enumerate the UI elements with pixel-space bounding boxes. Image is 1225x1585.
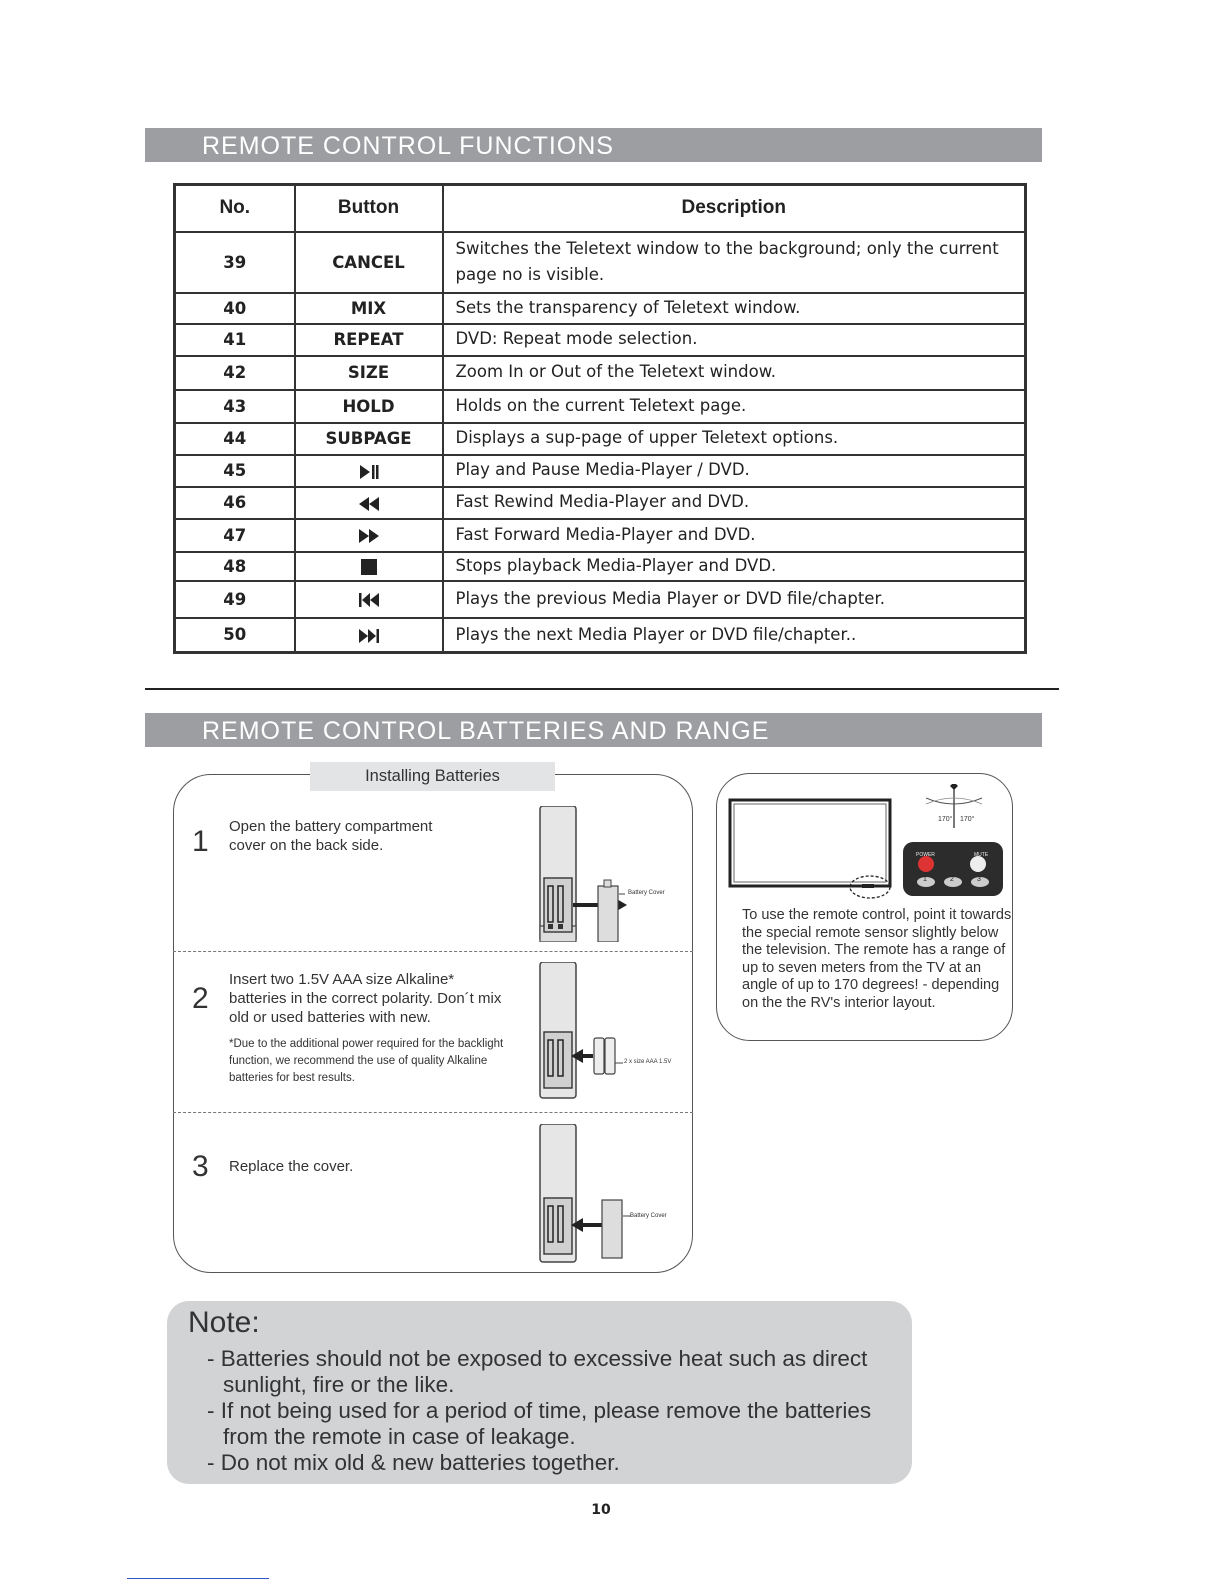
previous-icon bbox=[358, 592, 380, 608]
key-2: 2 bbox=[950, 876, 954, 883]
row-button: SIZE bbox=[295, 356, 443, 390]
angle-left-label: 170° bbox=[938, 816, 953, 823]
row-no: 47 bbox=[175, 519, 295, 552]
row-no: 49 bbox=[175, 581, 295, 618]
row-description: Fast Forward Media-Player and DVD. bbox=[443, 519, 1026, 552]
step-number: 1 bbox=[192, 825, 209, 858]
row-no: 50 bbox=[175, 618, 295, 653]
row-no: 41 bbox=[175, 324, 295, 356]
note-title: Note: bbox=[188, 1306, 260, 1339]
page-number: 10 bbox=[591, 1502, 611, 1518]
table-row bbox=[175, 519, 1026, 552]
mute-label: MUTE bbox=[974, 852, 989, 858]
row-description: Holds on the current Teletext page. bbox=[443, 390, 1026, 423]
step-text: Open the battery compartment cover on the back side. bbox=[229, 818, 433, 854]
row-no: 45 bbox=[175, 455, 295, 487]
table-row bbox=[175, 552, 1026, 581]
table-row bbox=[175, 356, 1026, 390]
step-text: Insert two 1.5V AAA size Alkaline* batteries in the correct polarity. Don´t mix old or used batteries with new. bbox=[229, 971, 502, 1026]
table-row bbox=[175, 618, 1026, 653]
rewind-icon bbox=[358, 496, 380, 512]
step-footnote: *Due to the additional power required for the backlight function, we recommend the use of quality Alkaline batteries for best results. bbox=[229, 1038, 504, 1084]
row-no: 46 bbox=[175, 487, 295, 519]
key-1: 1 bbox=[923, 876, 927, 883]
row-no: 40 bbox=[175, 293, 295, 324]
step-text: Replace the cover. bbox=[229, 1158, 354, 1175]
note-item: - Do not mix old & new batteries together. bbox=[207, 1450, 620, 1475]
remote-open-cover-illustration bbox=[535, 806, 665, 942]
step-divider bbox=[173, 1112, 693, 1113]
row-button: HOLD bbox=[295, 390, 443, 423]
battery-size-label: 2 x size AAA 1.5V bbox=[624, 1059, 672, 1065]
table-row bbox=[175, 423, 1026, 455]
note-item: - Batteries should not be exposed to excessive heat such as direct sunlight, fire or the like. bbox=[207, 1346, 868, 1397]
step-number: 3 bbox=[192, 1150, 209, 1183]
row-button: MIX bbox=[295, 293, 443, 324]
note-list bbox=[207, 1346, 907, 1476]
power-label: POWER bbox=[916, 852, 935, 858]
row-button: SUBPAGE bbox=[295, 423, 443, 455]
footer-line bbox=[127, 1578, 269, 1579]
row-no: 39 bbox=[175, 232, 295, 293]
key-3: 3 bbox=[977, 876, 981, 883]
remote-insert-batteries-illustration bbox=[535, 962, 665, 1100]
next-icon bbox=[358, 628, 380, 644]
row-description: Plays the next Media Player or DVD file/chapter.. bbox=[443, 618, 1026, 653]
fast-forward-icon bbox=[358, 528, 380, 544]
table-row bbox=[175, 390, 1026, 423]
remote-replace-cover-illustration bbox=[535, 1124, 665, 1264]
section-title-batteries: REMOTE CONTROL BATTERIES AND RANGE bbox=[145, 713, 1042, 747]
step-divider bbox=[173, 951, 693, 952]
section-divider bbox=[145, 688, 1059, 690]
row-no: 42 bbox=[175, 356, 295, 390]
row-button: REPEAT bbox=[295, 324, 443, 356]
row-description: Displays a sup-page of upper Teletext options. bbox=[443, 423, 1026, 455]
row-no: 48 bbox=[175, 552, 295, 581]
stop-icon bbox=[361, 559, 377, 575]
row-description: Zoom In or Out of the Teletext window. bbox=[443, 356, 1026, 390]
battery-cover-label: Battery Cover bbox=[630, 1213, 667, 1219]
row-no: 43 bbox=[175, 390, 295, 423]
header-no: No. bbox=[175, 185, 295, 232]
table-row bbox=[175, 455, 1026, 487]
row-button: CANCEL bbox=[295, 232, 443, 293]
row-no: 44 bbox=[175, 423, 295, 455]
table-row bbox=[175, 293, 1026, 324]
section-title-functions: REMOTE CONTROL FUNCTIONS bbox=[145, 128, 1042, 162]
row-description: Plays the previous Media Player or DVD file/chapter. bbox=[443, 581, 1026, 618]
step-number: 2 bbox=[192, 982, 209, 1015]
table-row bbox=[175, 581, 1026, 618]
table-row bbox=[175, 324, 1026, 356]
installing-batteries-title: Installing Batteries bbox=[310, 762, 555, 791]
header-button: Button bbox=[295, 185, 443, 232]
note-item: - If not being used for a period of time, please remove the batteries from the remote in case of leakage. bbox=[207, 1398, 872, 1449]
table-row bbox=[175, 487, 1026, 519]
row-description: Switches the Teletext window to the background; only the current page no is visible. bbox=[443, 232, 1026, 293]
range-description: To use the remote control, point it towards the special remote sensor slightly below the television. The remote has a range of up to seven meters from the TV at an angle of up to 170 degrees! - depending on the the RV's interior layout. bbox=[742, 907, 1012, 1011]
row-description: Fast Rewind Media-Player and DVD. bbox=[443, 487, 1026, 519]
table-row bbox=[175, 232, 1026, 293]
table-header-row bbox=[175, 185, 1026, 232]
row-description: Stops playback Media-Player and DVD. bbox=[443, 552, 1026, 581]
battery-cover-label: Battery Cover bbox=[628, 890, 665, 896]
play-pause-icon bbox=[359, 464, 379, 480]
row-description: Sets the transparency of Teletext window. bbox=[443, 293, 1026, 324]
header-description: Description bbox=[443, 185, 1026, 232]
angle-right-label: 170° bbox=[960, 816, 975, 823]
row-description: Play and Pause Media-Player / DVD. bbox=[443, 455, 1026, 487]
tv-range-illustration bbox=[728, 784, 1008, 904]
row-description: DVD: Repeat mode selection. bbox=[443, 324, 1026, 356]
functions-table bbox=[173, 183, 1027, 654]
